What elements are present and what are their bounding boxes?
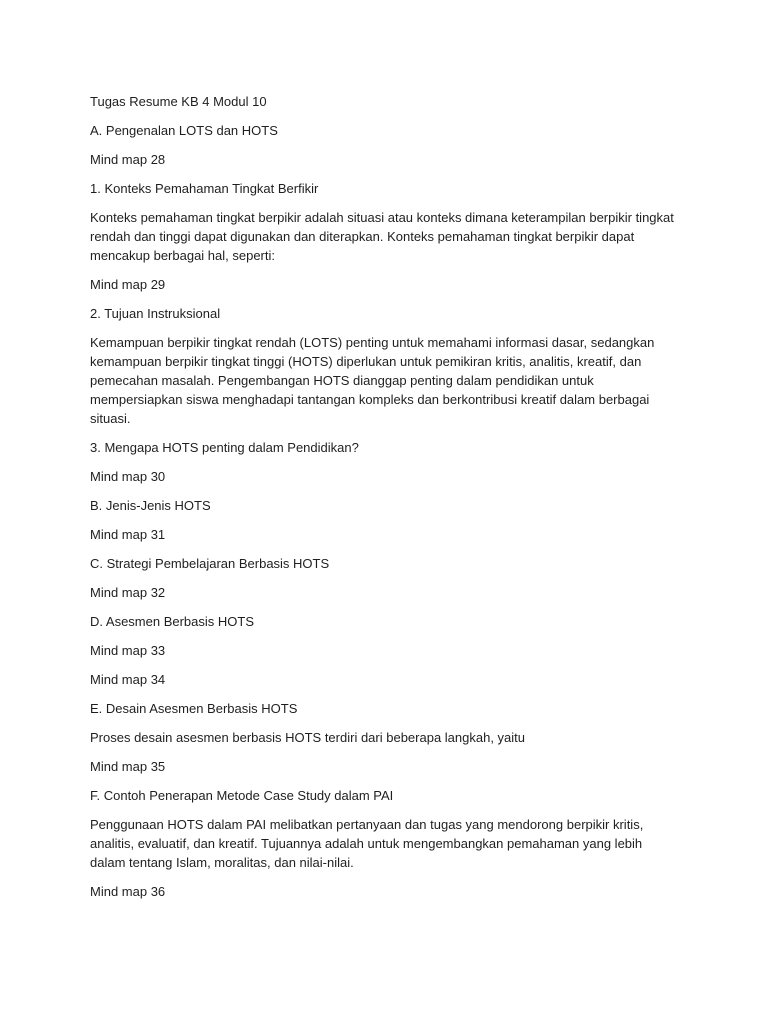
- mind-map-label-30: Mind map 30: [90, 469, 166, 484]
- mind-map-label-31: Mind map 31: [90, 527, 166, 542]
- mind-map-label-35: Mind map 35: [90, 759, 166, 774]
- mind-map-label-34: Mind map 34: [90, 672, 166, 687]
- section-heading-b: B. Jenis-Jenis HOTS: [90, 498, 211, 513]
- document-page: [90, 92, 680, 911]
- body-paragraph-desain: Proses desain asesmen berbasis HOTS terdiri dari beberapa langkah, yaitu: [90, 730, 526, 745]
- mind-map-label-28: Mind map 28: [90, 152, 166, 167]
- document-title: Tugas Resume KB 4 Modul 10: [90, 94, 267, 109]
- body-paragraph-pai: Penggunaan HOTS dalam PAI melibatkan pertanyaan dan tugas yang mendorong berpikir kritis, analitis, evaluatif, dan kreatif. Tujuannya adalah untuk mengembangkan pemahaman yang lebih dalam tentang Islam, moralitas, dan nilai-nilai.: [90, 817, 644, 870]
- section-heading-c: C. Strategi Pembelajaran Berbasis HOTS: [90, 556, 330, 571]
- body-paragraph-konteks: Konteks pemahaman tingkat berpikir adalah situasi atau konteks dimana keterampilan berpikir tingkat rendah dan tinggi dapat digunakan dan diterapkan. Konteks pemahaman tingkat berpikir dapat mencakup berbagai hal, seperti:: [90, 210, 674, 263]
- section-heading-f: F. Contoh Penerapan Metode Case Study dalam PAI: [90, 788, 394, 803]
- body-paragraph-tujuan: Kemampuan berpikir tingkat rendah (LOTS) penting untuk memahami informasi dasar, sedangkan kemampuan berpikir tingkat tinggi (HOTS) diperlukan untuk pemikiran kritis, analitis, kreatif, dan pemecahan masalah. Pengembangan HOTS dianggap penting dalam pendidikan untuk mempersiapkan siswa menghadapi tantangan kompleks dan berkontribusi kreatif dalam berbagai situasi.: [90, 335, 655, 426]
- section-heading-e: E. Desain Asesmen Berbasis HOTS: [90, 701, 298, 716]
- mind-map-label-36: Mind map 36: [90, 884, 166, 899]
- section-heading-d: D. Asesmen Berbasis HOTS: [90, 614, 254, 629]
- section-heading-a: A. Pengenalan LOTS dan HOTS: [90, 123, 278, 138]
- mind-map-label-29: Mind map 29: [90, 277, 166, 292]
- subsection-heading-3: 3. Mengapa HOTS penting dalam Pendidikan?: [90, 440, 359, 455]
- mind-map-label-33: Mind map 33: [90, 643, 166, 658]
- mind-map-label-32: Mind map 32: [90, 585, 166, 600]
- subsection-heading-2: 2. Tujuan Instruksional: [90, 306, 221, 321]
- subsection-heading-1: 1. Konteks Pemahaman Tingkat Berfikir: [90, 181, 319, 196]
